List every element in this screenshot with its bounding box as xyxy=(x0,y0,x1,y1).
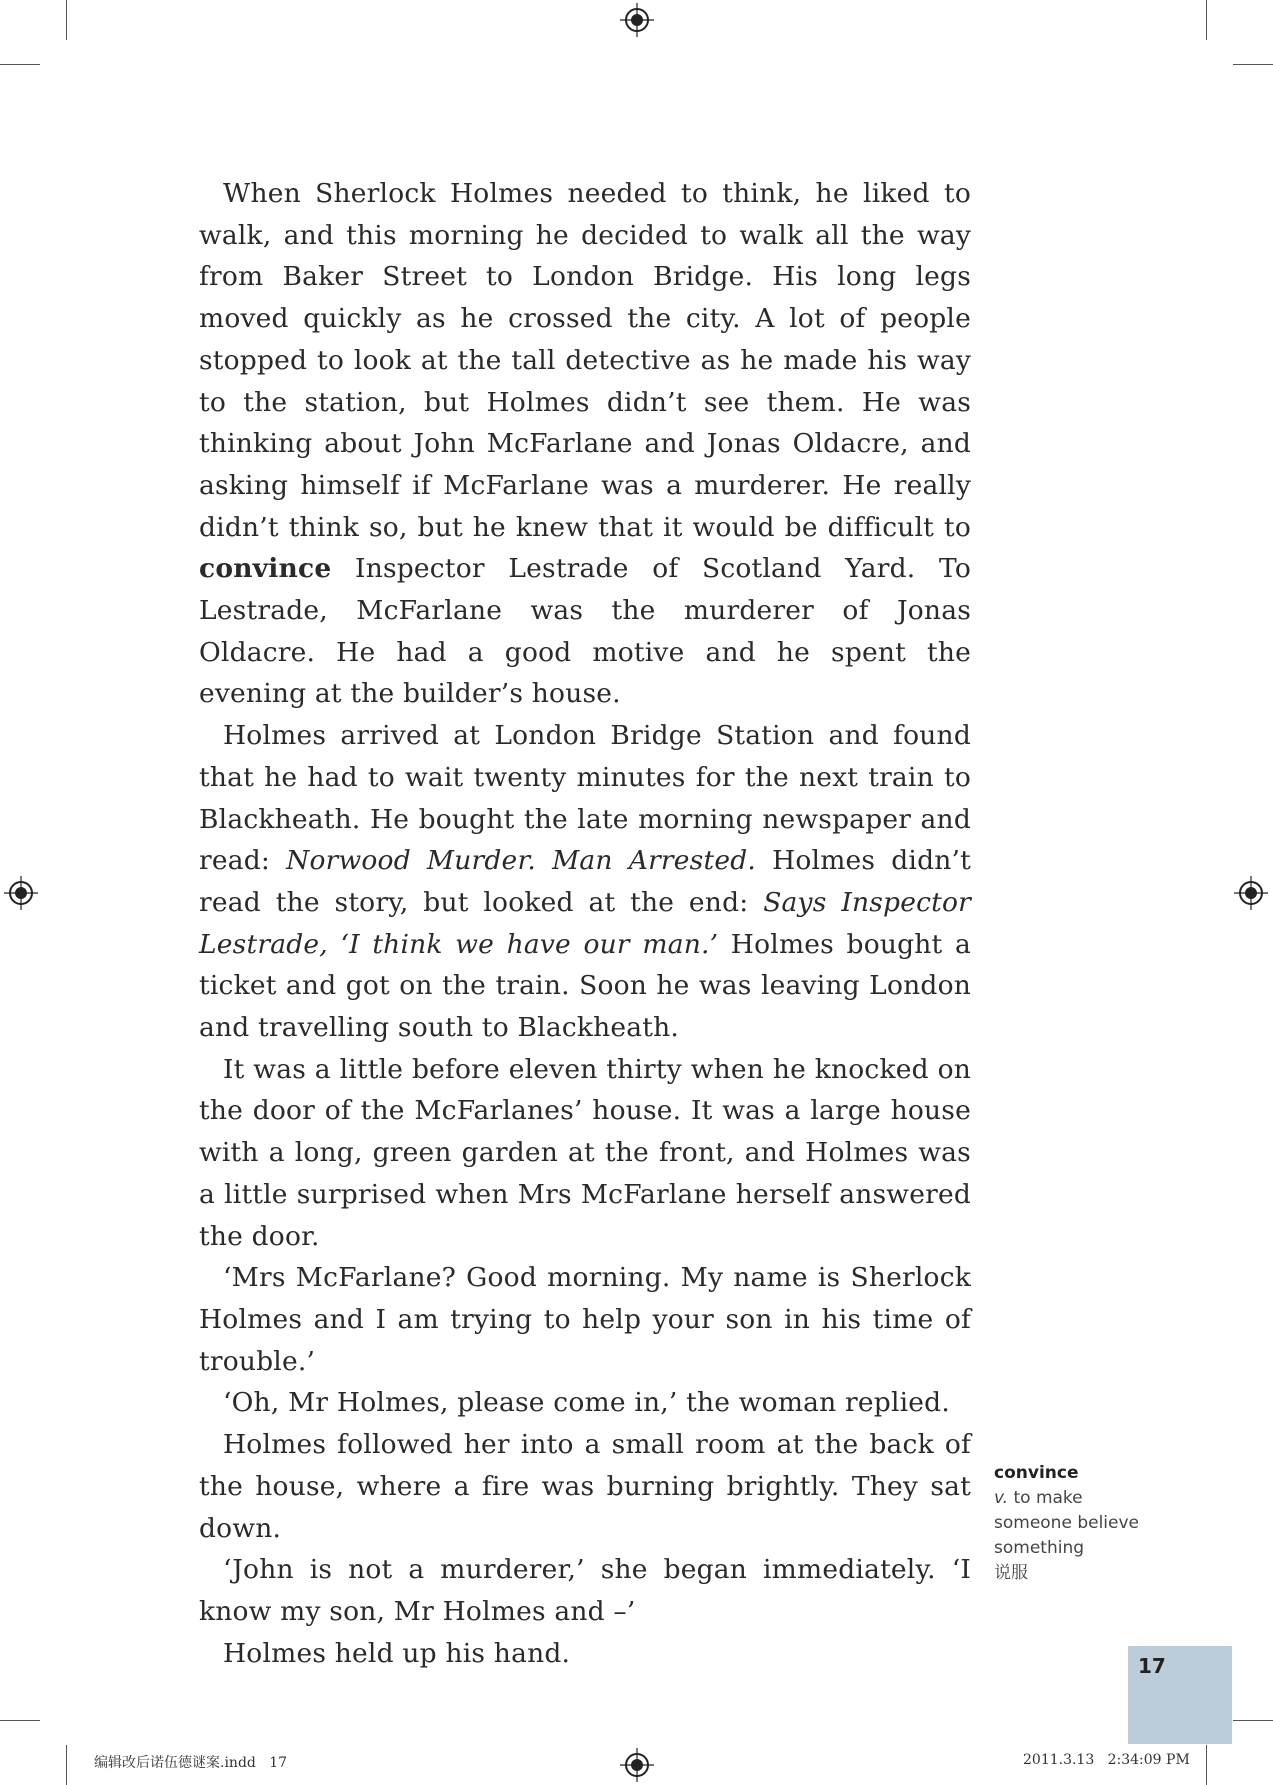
paragraph xyxy=(199,715,971,1049)
part-of-speech: v. xyxy=(994,1488,1009,1508)
registration-mark-icon xyxy=(1234,876,1268,910)
registration-mark-icon xyxy=(620,1748,654,1782)
text-run: ‘John is not a murderer,’ she began immediately. ‘I know my son, Mr Holmes and –’ xyxy=(199,1554,971,1627)
glossary-term: convince xyxy=(994,1463,1079,1483)
crop-mark xyxy=(1206,0,1207,40)
text-run: Holmes held up his hand. xyxy=(223,1637,571,1669)
registration-mark-icon xyxy=(620,3,654,37)
paragraph xyxy=(199,1633,971,1675)
definition-line: someone believe xyxy=(994,1513,1139,1533)
text-run: ‘Mrs McFarlane? Good morning. My name is Sherlock Holmes and I am trying to help your son in his time of trouble.’ xyxy=(199,1262,971,1377)
slug-timestamp: 2011.3.13 2:34:09 PM xyxy=(1023,1752,1190,1768)
page-number: 17 xyxy=(1138,1654,1166,1678)
paragraph xyxy=(199,1049,971,1258)
text-run: ‘Oh, Mr Holmes, please come in,’ the woman replied. xyxy=(223,1387,950,1419)
crop-mark xyxy=(0,1720,40,1721)
glossary-chinese: 说服 xyxy=(994,1563,1028,1583)
paragraph xyxy=(199,1549,971,1632)
story-text xyxy=(199,173,971,1674)
paragraph xyxy=(199,1257,971,1382)
paragraph xyxy=(199,173,971,715)
slug-filename: 编辑改后诺伍德谜案.indd 17 xyxy=(94,1755,288,1771)
glossary-note xyxy=(994,1461,1139,1586)
crop-mark xyxy=(66,1745,67,1785)
definition-line: something xyxy=(994,1538,1085,1558)
text-run: It was a little before eleven thirty when he knocked on the door of the McFarlanes’ house. It was a large house with a long, green garden at the front, and Holmes was a little surprised when Mrs McFarlane herself answered the door. xyxy=(199,1053,971,1252)
definition-line: to make xyxy=(1013,1488,1083,1508)
crop-mark xyxy=(1233,1720,1273,1721)
quote-italic: Says Inspector Lestrade, ‘I think we have our man.’ xyxy=(199,886,972,960)
crop-mark xyxy=(0,64,40,65)
text-run: Holmes didn’t read the story, but looked at the end: xyxy=(199,845,972,918)
text-run: Holmes followed her into a small room at the back of the house, where a fire was burning brightly. They sat down. xyxy=(199,1429,971,1544)
paragraph xyxy=(199,1424,971,1549)
crop-mark xyxy=(66,0,67,40)
text-run: When Sherlock Holmes needed to think, he liked to walk, and this morning he decided to walk all the way from Baker Street to London Bridge. His long legs moved quickly as he crossed the city. A lot of people stopped to look at the tall detective as he made his way to the station, but Holmes didn’t see them. He was thinking about John McFarlane and Jonas Oldacre, and asking himself if McFarlane was a murderer. He really didn’t think so, but he knew that it would be difficult to xyxy=(199,178,971,543)
crop-mark xyxy=(1206,1745,1207,1785)
text-run: Holmes arrived at London Bridge Station and found that he had to wait twenty minutes for the next train to Blackheath. He bought the late morning newspaper and read: xyxy=(199,720,971,877)
headline-italic: Norwood Murder. Man Arrested. xyxy=(286,845,757,877)
page-number-tab xyxy=(1128,1646,1232,1744)
registration-mark-icon xyxy=(4,876,38,910)
crop-mark xyxy=(1233,64,1273,65)
glossary-definition xyxy=(994,1486,1139,1511)
paragraph xyxy=(199,1382,971,1424)
text-run: Inspector Lestrade of Scotland Yard. To Lestrade, McFarlane was the murderer of Jonas Oldacre. He had a good motive and he spent the evening at the builder’s house. xyxy=(199,553,971,710)
text-run: Holmes bought a ticket and got on the train. Soon he was leaving London and travelling south to Blackheath. xyxy=(199,928,971,1044)
glossary-term-highlight: convince xyxy=(199,553,332,585)
